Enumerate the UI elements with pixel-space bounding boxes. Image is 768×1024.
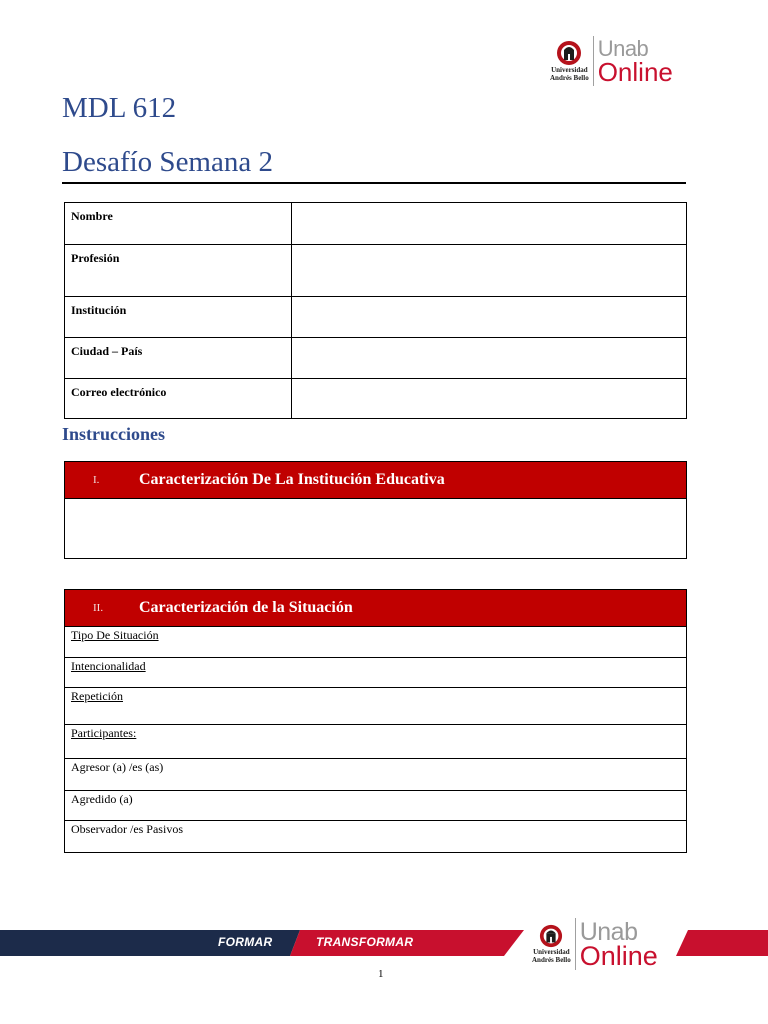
section-number: II. bbox=[93, 602, 104, 614]
table-row bbox=[65, 245, 687, 297]
student-info-table bbox=[64, 202, 687, 419]
situation-row-victim[interactable] bbox=[65, 791, 686, 821]
info-value-name[interactable] bbox=[292, 203, 687, 245]
section-institution bbox=[64, 461, 687, 559]
info-label-name: Nombre bbox=[65, 203, 292, 245]
page-title: Desafío Semana 2 bbox=[62, 146, 273, 178]
instructions-heading: Instrucciones bbox=[62, 424, 165, 444]
crest-icon bbox=[539, 924, 563, 948]
section-number: I. bbox=[93, 474, 100, 486]
situation-row-type[interactable] bbox=[65, 627, 686, 658]
info-value-institution[interactable] bbox=[292, 297, 687, 338]
row-label: Agredido (a) bbox=[71, 792, 133, 806]
info-label-city-country: Ciudad – País bbox=[65, 338, 292, 379]
brand-wordmark bbox=[597, 36, 673, 87]
footer-word-transformar: TRANSFORMAR bbox=[316, 935, 414, 949]
page-number: 1 bbox=[378, 968, 384, 980]
situation-row-aggressor[interactable] bbox=[65, 759, 686, 791]
situation-row-intentionality[interactable] bbox=[65, 658, 686, 688]
row-label: Participantes: bbox=[71, 726, 137, 740]
table-row bbox=[65, 379, 687, 419]
logo-separator bbox=[575, 918, 576, 970]
logo-separator bbox=[593, 36, 594, 86]
university-crest bbox=[532, 924, 571, 964]
section-situation bbox=[64, 589, 687, 853]
situation-row-observers[interactable] bbox=[65, 821, 686, 852]
section-header bbox=[65, 462, 686, 499]
section-title: Caracterización De La Institución Educativa bbox=[139, 471, 445, 488]
table-row bbox=[65, 297, 687, 338]
table-row bbox=[65, 203, 687, 245]
row-label: Tipo De Situación bbox=[71, 628, 159, 642]
footer-unab-online-logo bbox=[532, 918, 658, 970]
brand-online: Online bbox=[597, 57, 673, 87]
row-label: Intencionalidad bbox=[71, 659, 146, 673]
section-header bbox=[65, 590, 686, 627]
section-body[interactable] bbox=[65, 499, 686, 558]
row-label: Agresor (a) /es (as) bbox=[71, 760, 164, 774]
brand-online: Online bbox=[579, 941, 658, 971]
info-label-institution: Institución bbox=[65, 297, 292, 338]
info-value-email[interactable] bbox=[292, 379, 687, 419]
university-name: Universidad Andrés Bello bbox=[532, 948, 571, 964]
title-divider bbox=[62, 182, 686, 184]
info-value-city-country[interactable] bbox=[292, 338, 687, 379]
table-row bbox=[65, 338, 687, 379]
situation-row-participants[interactable] bbox=[65, 725, 686, 759]
row-label: Repetición bbox=[71, 689, 123, 703]
brand-unab: Unab bbox=[597, 36, 649, 61]
brand-unab: Unab bbox=[579, 918, 638, 946]
info-value-profession[interactable] bbox=[292, 245, 687, 297]
university-name: Universidad Andrés Bello bbox=[550, 66, 589, 82]
info-label-profession: Profesión bbox=[65, 245, 292, 297]
footer-word-formar: FORMAR bbox=[218, 935, 273, 949]
info-label-email: Correo electrónico bbox=[65, 379, 292, 419]
university-crest bbox=[550, 40, 589, 82]
row-label: Observador /es Pasivos bbox=[71, 822, 183, 836]
crest-icon bbox=[556, 40, 582, 66]
unab-online-logo bbox=[550, 36, 673, 86]
brand-wordmark bbox=[579, 918, 658, 971]
section-title: Caracterización de la Situación bbox=[139, 599, 353, 616]
situation-row-repetition[interactable] bbox=[65, 688, 686, 725]
course-code: MDL 612 bbox=[62, 92, 177, 124]
